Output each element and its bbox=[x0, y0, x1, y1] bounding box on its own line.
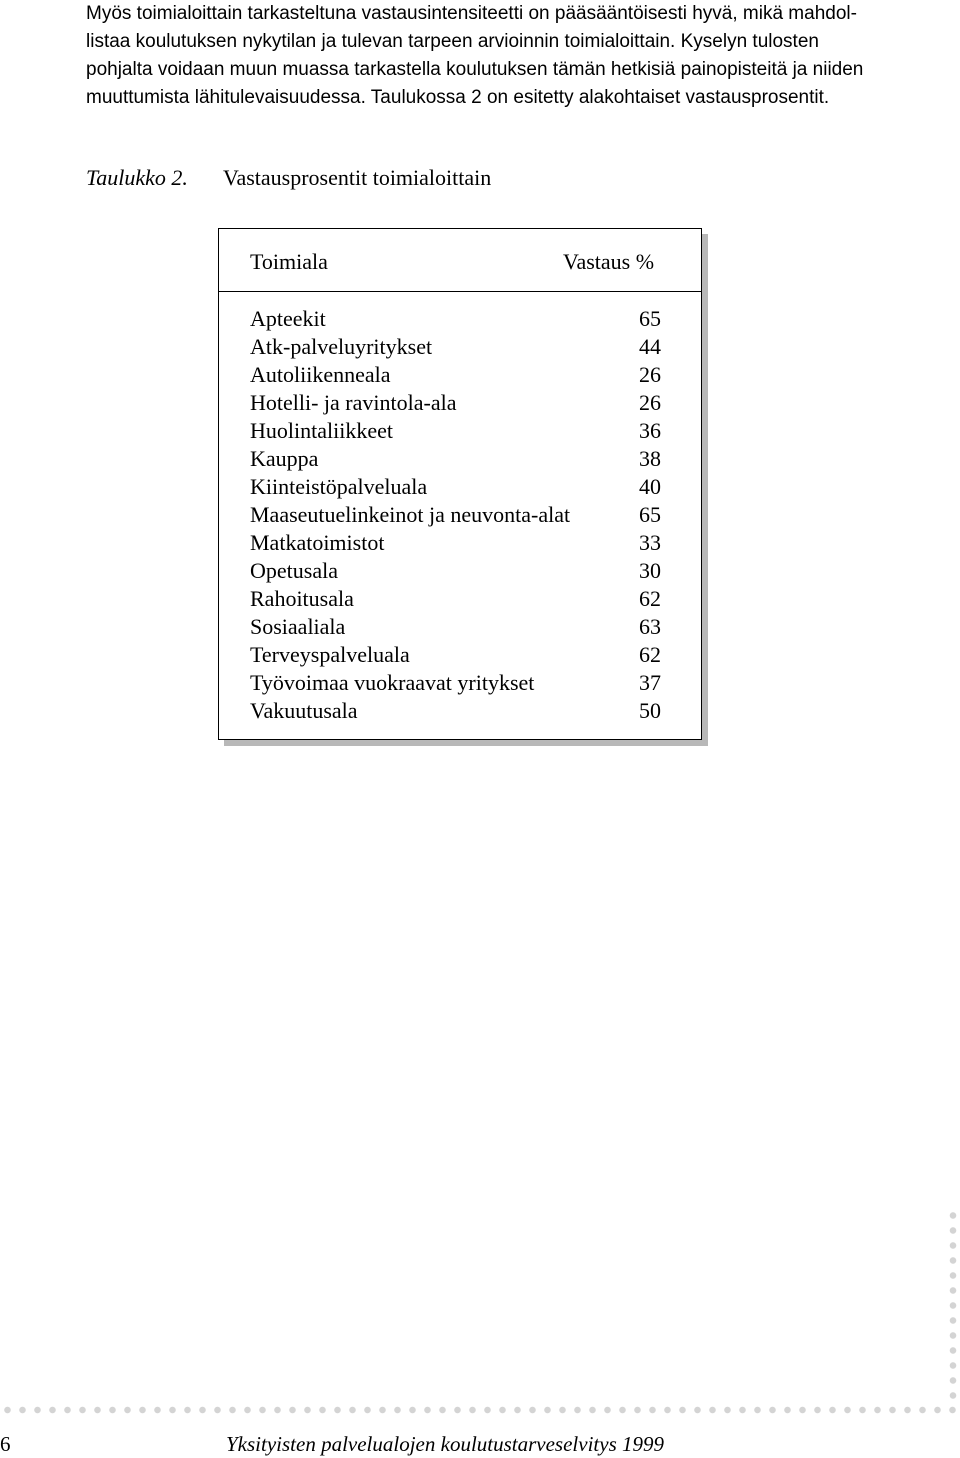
intro-line: listaa koulutuksen nykytilan ja tulevan tarpeen arvioinnin toimialoittain. Kyselyn tulosten bbox=[86, 31, 819, 52]
decorative-dot-column bbox=[948, 1208, 958, 1404]
industry-name: Atk-palveluyritykset bbox=[250, 334, 433, 359]
response-percent: 30 bbox=[639, 558, 661, 583]
intro-paragraph bbox=[86, 0, 946, 112]
column-header-industry: Toimiala bbox=[250, 249, 328, 274]
table-row bbox=[219, 417, 701, 445]
table-row bbox=[219, 361, 701, 389]
table-row bbox=[219, 305, 701, 333]
table-row bbox=[219, 445, 701, 473]
response-percent: 26 bbox=[639, 362, 661, 387]
response-percent: 65 bbox=[639, 502, 661, 527]
table-body bbox=[219, 305, 701, 725]
response-percent: 37 bbox=[639, 670, 661, 695]
response-percent: 44 bbox=[639, 334, 661, 359]
table-row bbox=[219, 333, 701, 361]
response-percent: 38 bbox=[639, 446, 661, 471]
industry-name: Apteekit bbox=[250, 306, 326, 331]
footer-title: Yksityisten palvelualojen koulutustarveselvitys 1999 bbox=[226, 1432, 664, 1456]
response-percent: 26 bbox=[639, 390, 661, 415]
industry-name: Työvoimaa vuokraavat yritykset bbox=[250, 670, 535, 695]
intro-line: muuttumista lähitulevaisuudessa. Taulukossa 2 on esitetty alakohtaiset vastausprosentit. bbox=[86, 87, 830, 108]
table-header bbox=[219, 229, 701, 292]
table-caption bbox=[86, 164, 491, 192]
industry-name: Vakuutusala bbox=[250, 698, 358, 723]
table-row bbox=[219, 697, 701, 725]
table-row bbox=[219, 557, 701, 585]
table-caption-title: Vastausprosentit toimialoittain bbox=[223, 165, 492, 190]
table-row bbox=[219, 473, 701, 501]
industry-name: Kauppa bbox=[250, 446, 319, 471]
response-percent: 50 bbox=[639, 698, 661, 723]
table-row bbox=[219, 529, 701, 557]
industry-name: Autoliikenneala bbox=[250, 362, 391, 387]
response-percent: 36 bbox=[639, 418, 661, 443]
table-caption-label: Taulukko 2. bbox=[86, 165, 188, 190]
decorative-dot-row bbox=[0, 1404, 960, 1416]
page-number: 6 bbox=[0, 1432, 11, 1456]
response-percent: 33 bbox=[639, 530, 661, 555]
industry-name: Terveyspalveluala bbox=[250, 642, 410, 667]
industry-name: Rahoitusala bbox=[250, 586, 354, 611]
industry-name: Hotelli- ja ravintola-ala bbox=[250, 390, 457, 415]
industry-name: Matkatoimistot bbox=[250, 530, 385, 555]
response-percent: 63 bbox=[639, 614, 661, 639]
response-rate-table bbox=[218, 228, 702, 740]
intro-line: Myös toimialoittain tarkasteltuna vastausintensiteetti on pääsääntöisesti hyvä, mikä mahdol- bbox=[86, 3, 857, 24]
table-row bbox=[219, 585, 701, 613]
table-row bbox=[219, 501, 701, 529]
response-percent: 65 bbox=[639, 306, 661, 331]
response-percent: 62 bbox=[639, 642, 661, 667]
table-row bbox=[219, 641, 701, 669]
table-row bbox=[219, 389, 701, 417]
industry-name: Sosiaaliala bbox=[250, 614, 346, 639]
column-header-response: Vastaus % bbox=[563, 249, 655, 274]
response-percent: 40 bbox=[639, 474, 661, 499]
response-percent: 62 bbox=[639, 586, 661, 611]
industry-name: Kiinteistöpalveluala bbox=[250, 474, 428, 499]
table-row bbox=[219, 613, 701, 641]
table-row bbox=[219, 669, 701, 697]
intro-line: pohjalta voidaan muun muassa tarkastella koulutuksen tämän hetkisiä painopisteitä ja niiden bbox=[86, 59, 864, 80]
industry-name: Huolintaliikkeet bbox=[250, 418, 393, 443]
industry-name: Maaseutuelinkeinot ja neuvonta-alat bbox=[250, 502, 571, 527]
industry-name: Opetusala bbox=[250, 558, 338, 583]
